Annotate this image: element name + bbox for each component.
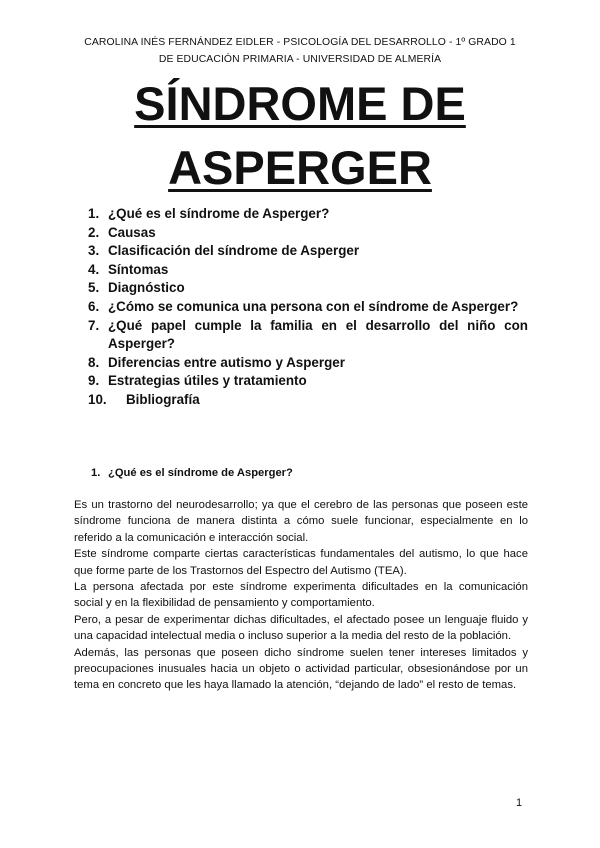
- page-number: 1: [516, 797, 523, 809]
- toc-item: [88, 279, 528, 298]
- section-title: ¿Qué es el síndrome de Asperger?: [108, 467, 293, 479]
- page-header: [40, 34, 560, 68]
- toc-item-number: 4.: [88, 261, 100, 277]
- toc-item-number: 7.: [88, 317, 100, 333]
- document-title: [40, 72, 560, 200]
- body-paragraph: Este síndrome comparte ciertas características fundamentales del autismo, lo que hace que forme parte de los Trastornos del Espectro del Autismo (TEA).: [74, 548, 528, 577]
- header-line-2: DE EDUCACIÓN PRIMARIA - UNIVERSIDAD DE ALMERÍA: [158, 54, 442, 65]
- header-line-1: CAROLINA INÉS FERNÁNDEZ EIDLER - PSICOLOGÍA DEL DESARROLLO - 1º GRADO 1: [84, 37, 516, 48]
- toc-item-number: 2.: [88, 224, 100, 240]
- toc-item-number: 8.: [88, 354, 100, 370]
- table-of-contents: [88, 205, 528, 410]
- toc-item: [88, 242, 528, 261]
- toc-item-number: 3.: [88, 243, 100, 259]
- toc-item-label: Diagnóstico: [108, 280, 185, 296]
- title-line-1: SÍNDROME DE: [134, 77, 466, 130]
- body-paragraph: Es un trastorno del neurodesarrollo; ya que el cerebro de las personas que poseen este síndrome funciona de manera distinta a cómo suele funcionar, especialmente en lo referido a la comunicación e interacción social.: [74, 499, 528, 544]
- toc-item-label: ¿Cómo se comunica una persona con el síndrome de Asperger?: [108, 298, 519, 314]
- body-paragraph: Pero, a pesar de experimentar dichas dificultades, el afectado posee un lenguaje fluido y una capacidad intelectual media o incluso superior a la media del resto de la población.: [74, 613, 528, 643]
- section-body: [74, 497, 528, 694]
- body-paragraph: La persona afectada por este síndrome experimenta dificultades en la comunicación social y en la flexibilidad de pensamiento y comportamiento.: [74, 581, 528, 610]
- section-heading: [91, 466, 293, 481]
- toc-item-label: ¿Qué es el síndrome de Asperger?: [108, 206, 330, 221]
- toc-item-label: ¿Qué papel cumple la familia en el desarrollo del niño con Asperger?: [108, 317, 528, 352]
- toc-item: [88, 261, 528, 280]
- toc-item: [88, 298, 528, 317]
- toc-item-number: 5.: [88, 280, 100, 296]
- toc-item-number: 1.: [88, 206, 100, 221]
- toc-item-label: Causas: [108, 224, 156, 240]
- toc-item-label: Bibliografía: [126, 391, 200, 407]
- toc-item: [88, 354, 528, 373]
- toc-item: [88, 391, 528, 410]
- toc-item-label: Síntomas: [108, 261, 169, 277]
- toc-item-label: Clasificación del síndrome de Asperger: [108, 243, 360, 259]
- toc-item: [88, 205, 528, 224]
- toc-item-number: 10.: [88, 391, 107, 407]
- toc-item: [88, 317, 528, 354]
- toc-item-number: 6.: [88, 298, 100, 314]
- toc-item: [88, 372, 528, 391]
- toc-item-label: Estrategias útiles y tratamiento: [108, 373, 307, 389]
- body-paragraph: Además, las personas que poseen dicho síndrome suelen tener intereses limitados y preocupaciones inusuales hacia un objeto o actividad particular, obsesionándose por un tema en concreto que les haya llamado la atención, “dejando de lado” el resto de temas.: [74, 646, 528, 692]
- toc-item: [88, 224, 528, 243]
- title-line-2: ASPERGER: [168, 141, 432, 194]
- toc-item-label: Diferencias entre autismo y Asperger: [108, 354, 345, 370]
- toc-item-number: 9.: [88, 373, 100, 389]
- section-number: 1.: [91, 467, 101, 479]
